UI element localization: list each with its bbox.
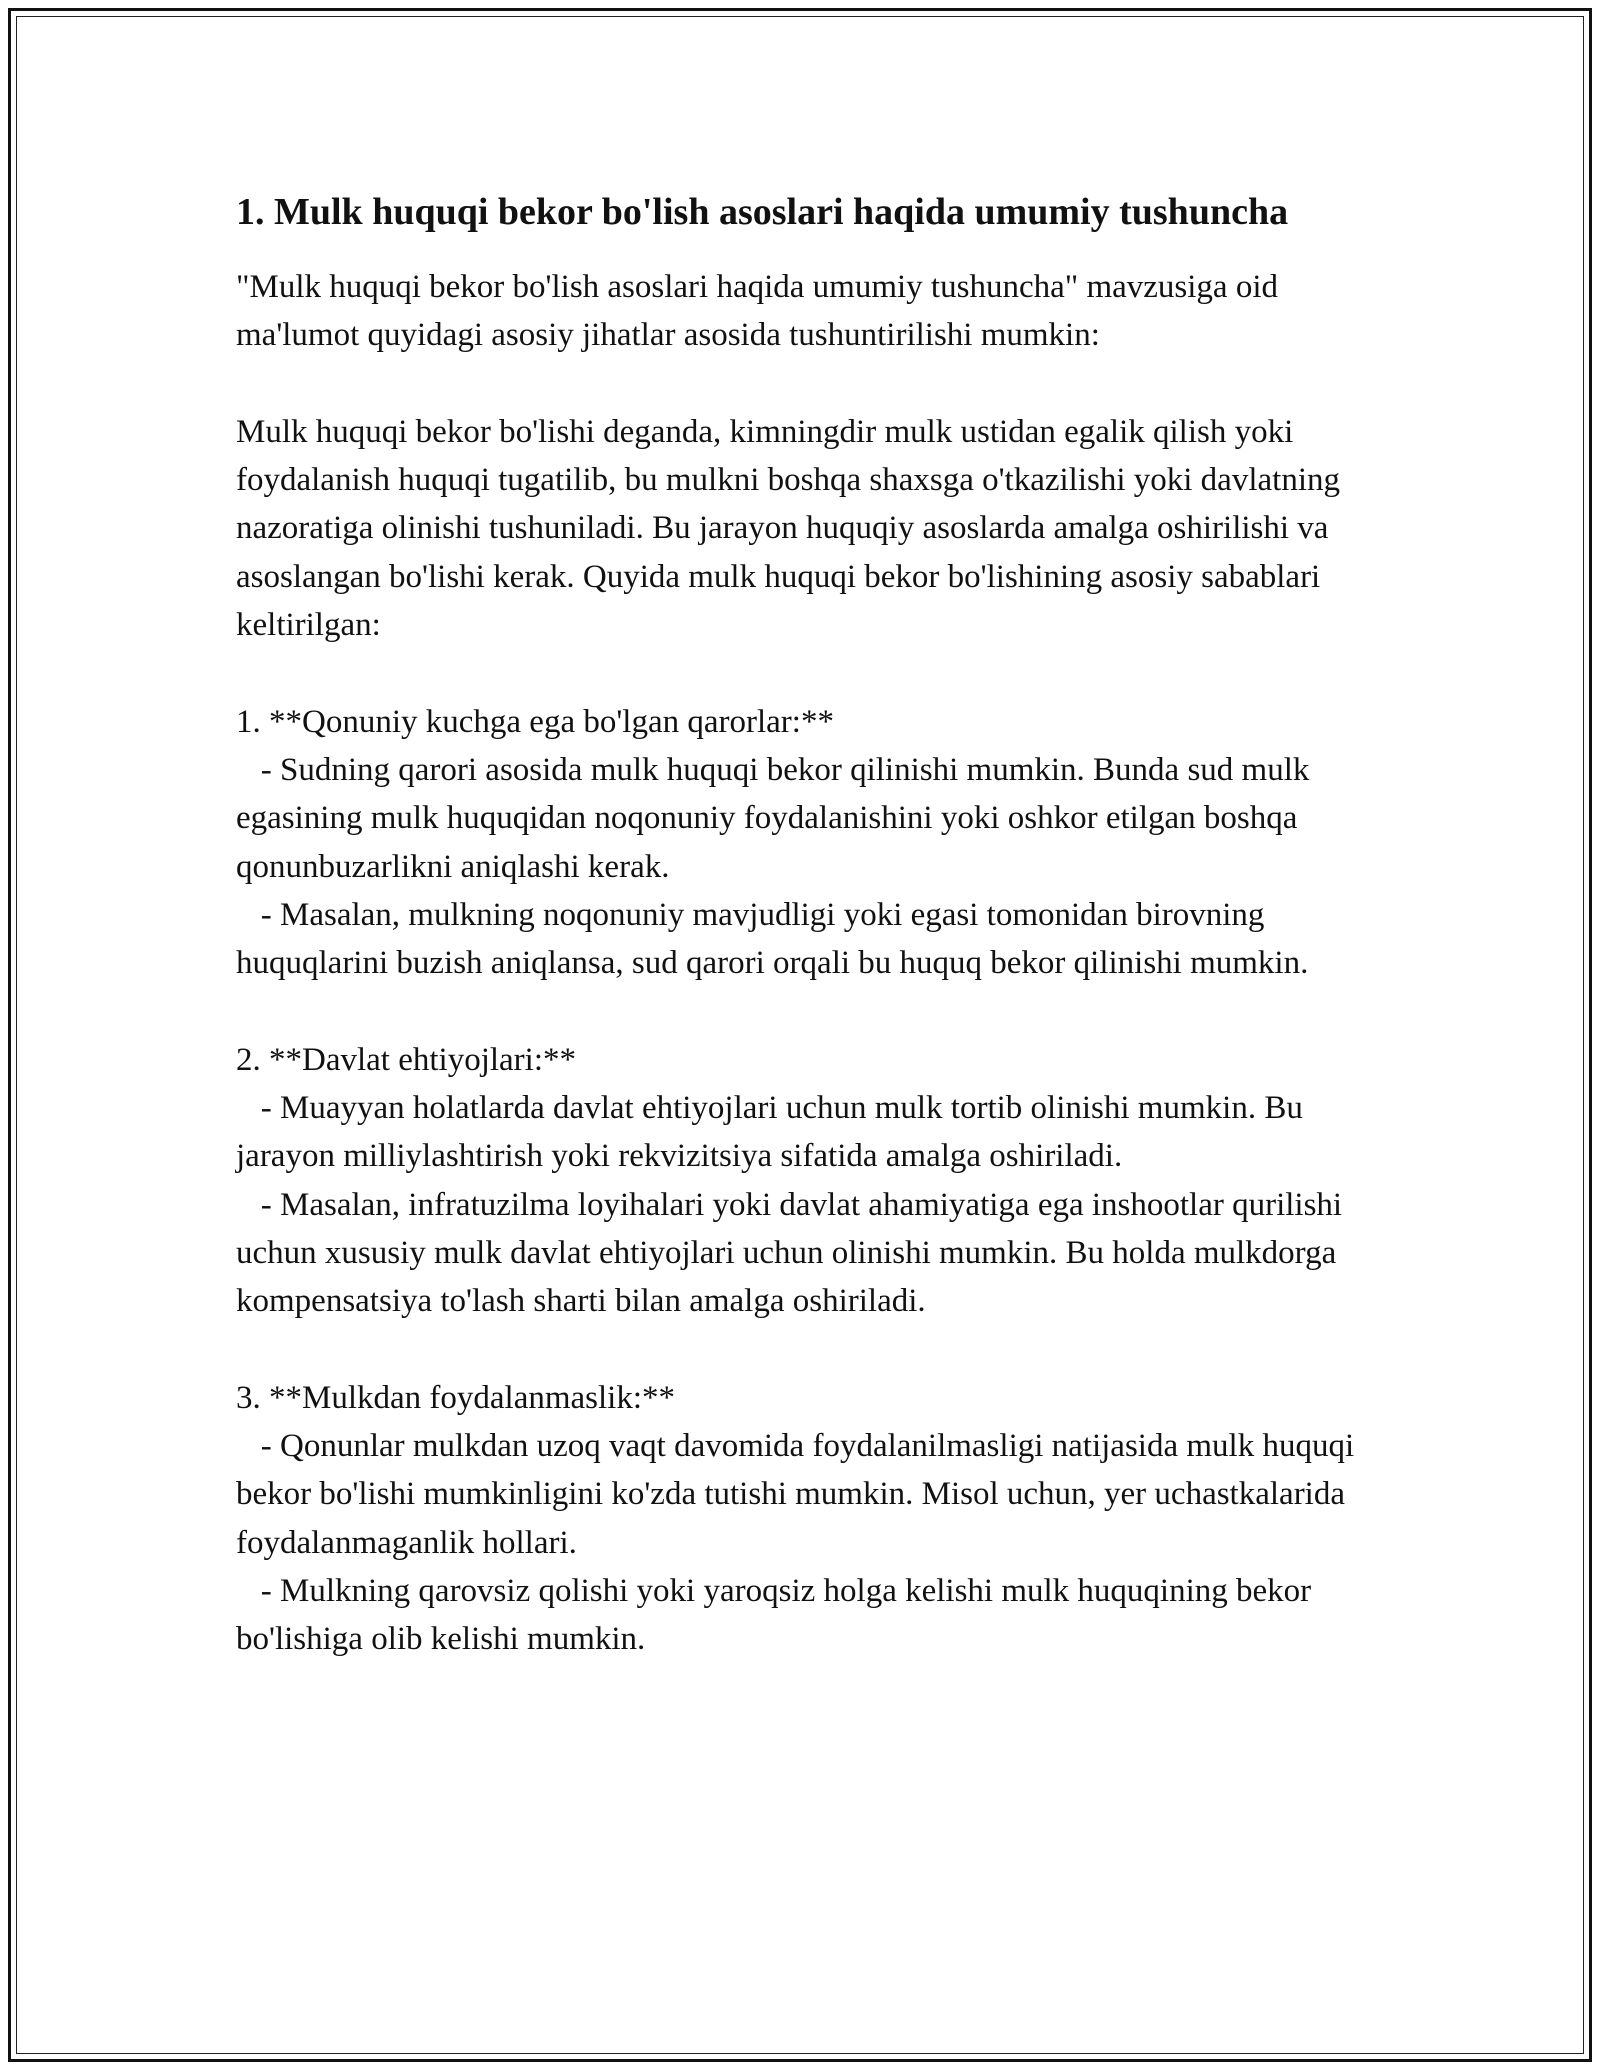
reason-title: 1. **Qonuniy kuchga ega bo'lgan qarorlar:** xyxy=(236,703,834,740)
reason-point: - Muayyan holatlarda davlat ehtiyojlari uchun mulk tortib olinishi mumkin. Bu jarayon milliylashtirish yoki rekvizitsiya sifatida amalga oshiriladi. xyxy=(236,1090,1312,1175)
reason-point: - Masalan, infratuzilma loyihalari yoki davlat ahamiyatiga ega inshootlar qurilishi uchun xususiy mulk davlat ehtiyojlari uchun olinishi mumkin. Bu holda mulkdorga kompensatsiya to'lash sharti bilan amalga oshiriladi. xyxy=(236,1186,1351,1320)
reason-section-3 xyxy=(236,1374,1396,1664)
reason-title: 3. **Mulkdan foydalanmaslik:** xyxy=(236,1379,676,1416)
reason-section-2 xyxy=(236,1036,1396,1326)
reason-title: 2. **Davlat ehtiyojlari:** xyxy=(236,1041,577,1078)
definition-paragraph: Mulk huquqi bekor bo'lishi deganda, kimningdir mulk ustidan egalik qilish yoki foydalanish huquqi tugatilib, bu mulkni boshqa shaxsga o'tkazilishi yoki davlatning nazoratiga olinishi tushuniladi. Bu jarayon huquqiy asoslarda amalga oshirilishi va asoslangan bo'lishi kerak. Quyida mulk huquqi bekor bo'lishining asosiy sabablari keltirilgan: xyxy=(236,413,1349,644)
paragraph-spacer xyxy=(236,987,1396,1035)
paragraph-spacer xyxy=(236,1326,1396,1374)
reason-point: - Masalan, mulkning noqonuniy mavjudligi yoki egasi tomonidan birovning huquqlarini buzish aniqlansa, sud qarori orqali bu huquq bekor qilinishi mumkin. xyxy=(236,896,1309,982)
paragraph-spacer xyxy=(236,649,1396,697)
section-heading: 1. Mulk huquqi bekor bo'lish asoslari haqida umumiy tushuncha xyxy=(236,191,1289,233)
reason-point: - Sudning qarori asosida mulk huquqi bekor qilinishi mumkin. Bunda sud mulk egasining mulk huquqidan noqonuniy foydalanishini yoki oshkor etilgan boshqa qonunbuzarlikni aniqlashi kerak. xyxy=(236,751,1318,885)
reason-point: - Qonunlar mulkdan uzoq vaqt davomida foydalanilmasligi natijasida mulk huquqi bekor bo'lishi mumkinligini ko'zda tutishi mumkin. Misol uchun, yer uchastkalarida foydalanmaganlik hollari. xyxy=(236,1428,1363,1561)
reason-section-1 xyxy=(236,698,1396,988)
document-body xyxy=(236,185,1396,1664)
intro-paragraph: "Mulk huquqi bekor bo'lish asoslari haqida umumiy tushuncha" mavzusiga oid ma'lumot quyidagi asosiy jihatlar asosida tushuntirilishi mumkin: xyxy=(236,269,1287,354)
paragraph-spacer xyxy=(236,360,1396,408)
reason-point: - Mulkning qarovsiz qolishi yoki yaroqsiz holga kelishi mulk huquqining bekor bo'lishiga olib kelishi mumkin. xyxy=(236,1573,1320,1658)
